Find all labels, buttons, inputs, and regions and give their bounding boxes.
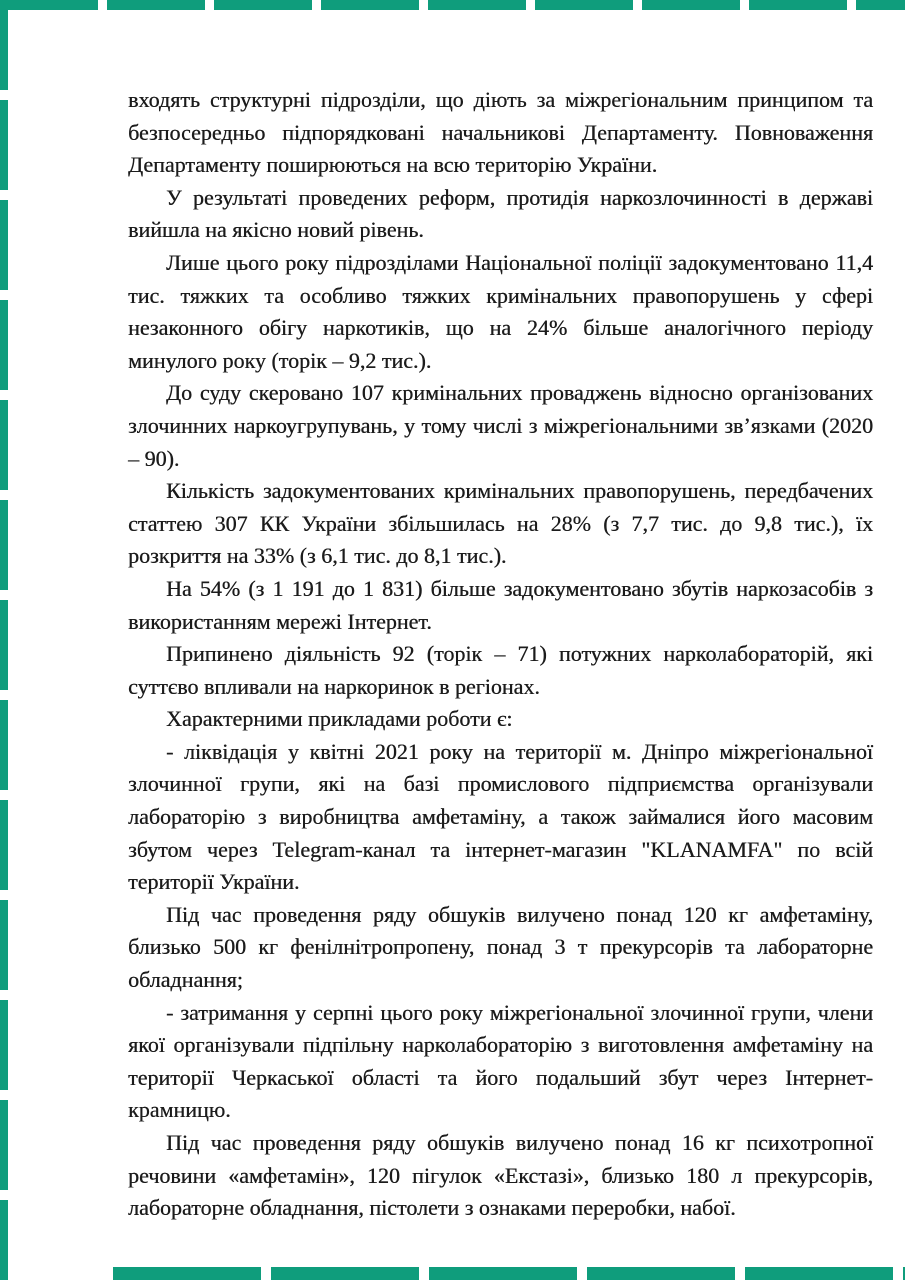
page-edge-left-decoration bbox=[0, 0, 8, 1280]
paragraph-list-item: - затримання у серпні цього року міжрегіональної злочинної групи, члени якої організували підпільну нарколабораторію з виготовлення амфетаміну на території Черкаської області та його подальший збут через Інтернет-крамницю. bbox=[128, 999, 873, 1123]
paragraph: Лише цього року підрозділами Національної поліції задокументовано 11,4 тис. тяжких та особливо тяжких кримінальних правопорушень у сфері незаконного обігу наркотиків, що на 24% більше аналогічного періоду минулого року (торік – 9,2 тис.). bbox=[128, 249, 873, 373]
paragraph-list-item: - ліквідація у квітні 2021 року на території м. Дніпро міжрегіональної злочинної групи, які на базі промислового підприємства організували лабораторію з виробництва амфетаміну, а також займалися його масовим збутом через Telegram-канал та інтернет-магазин "KLANAMFA" по всій території України. bbox=[128, 738, 873, 895]
paragraph: На 54% (з 1 191 до 1 831) більше задокументовано збутів наркозасобів з використанням мережі Інтернет. bbox=[128, 575, 873, 634]
paragraph: Характерними прикладами роботи є: bbox=[166, 706, 513, 732]
page-edge-top-decoration bbox=[0, 0, 905, 10]
paragraph: Кількість задокументованих кримінальних правопорушень, передбачених статтею 307 КК України збільшилась на 28% (з 7,7 тис. до 9,8 тис.), їх розкриття на 33% (з 6,1 тис. до 8,1 тис.). bbox=[128, 478, 873, 569]
paragraph: До суду скеровано 107 кримінальних проваджень відносно організованих злочинних наркоугрупувань, у тому числі з міжрегіональними зв’язками (2020 – 90). bbox=[128, 380, 873, 471]
paragraph: Припинено діяльність 92 (торік – 71) потужних нарколабораторій, які суттєво впливали на наркоринок в регіонах. bbox=[128, 641, 873, 699]
paragraph-continuation: входять структурні підрозділи, що діють за міжрегіональним принципом та безпосередньо підпорядковані начальникові Департаменту. Повноваження Департаменту поширюються на всю територію України. bbox=[128, 87, 873, 178]
paragraph: У результаті проведених реформ, протидія наркозлочинності в державі вийшла на якісно новий рівень. bbox=[128, 184, 873, 243]
document-body bbox=[128, 84, 873, 1225]
page-edge-bottom-decoration bbox=[113, 1267, 905, 1280]
paragraph: Під час проведення ряду обшуків вилучено понад 16 кг психотропної речовини «амфетамін», 120 пігулок «Екстазі», близько 180 л прекурсорів, лабораторне обладнання, пістолети з ознаками переробки, набої. bbox=[128, 1130, 873, 1221]
paragraph: Під час проведення ряду обшуків вилучено понад 120 кг амфетаміну, близько 500 кг фенілнітропропену, понад 3 т прекурсорів та лабораторне обладнання; bbox=[128, 901, 873, 993]
